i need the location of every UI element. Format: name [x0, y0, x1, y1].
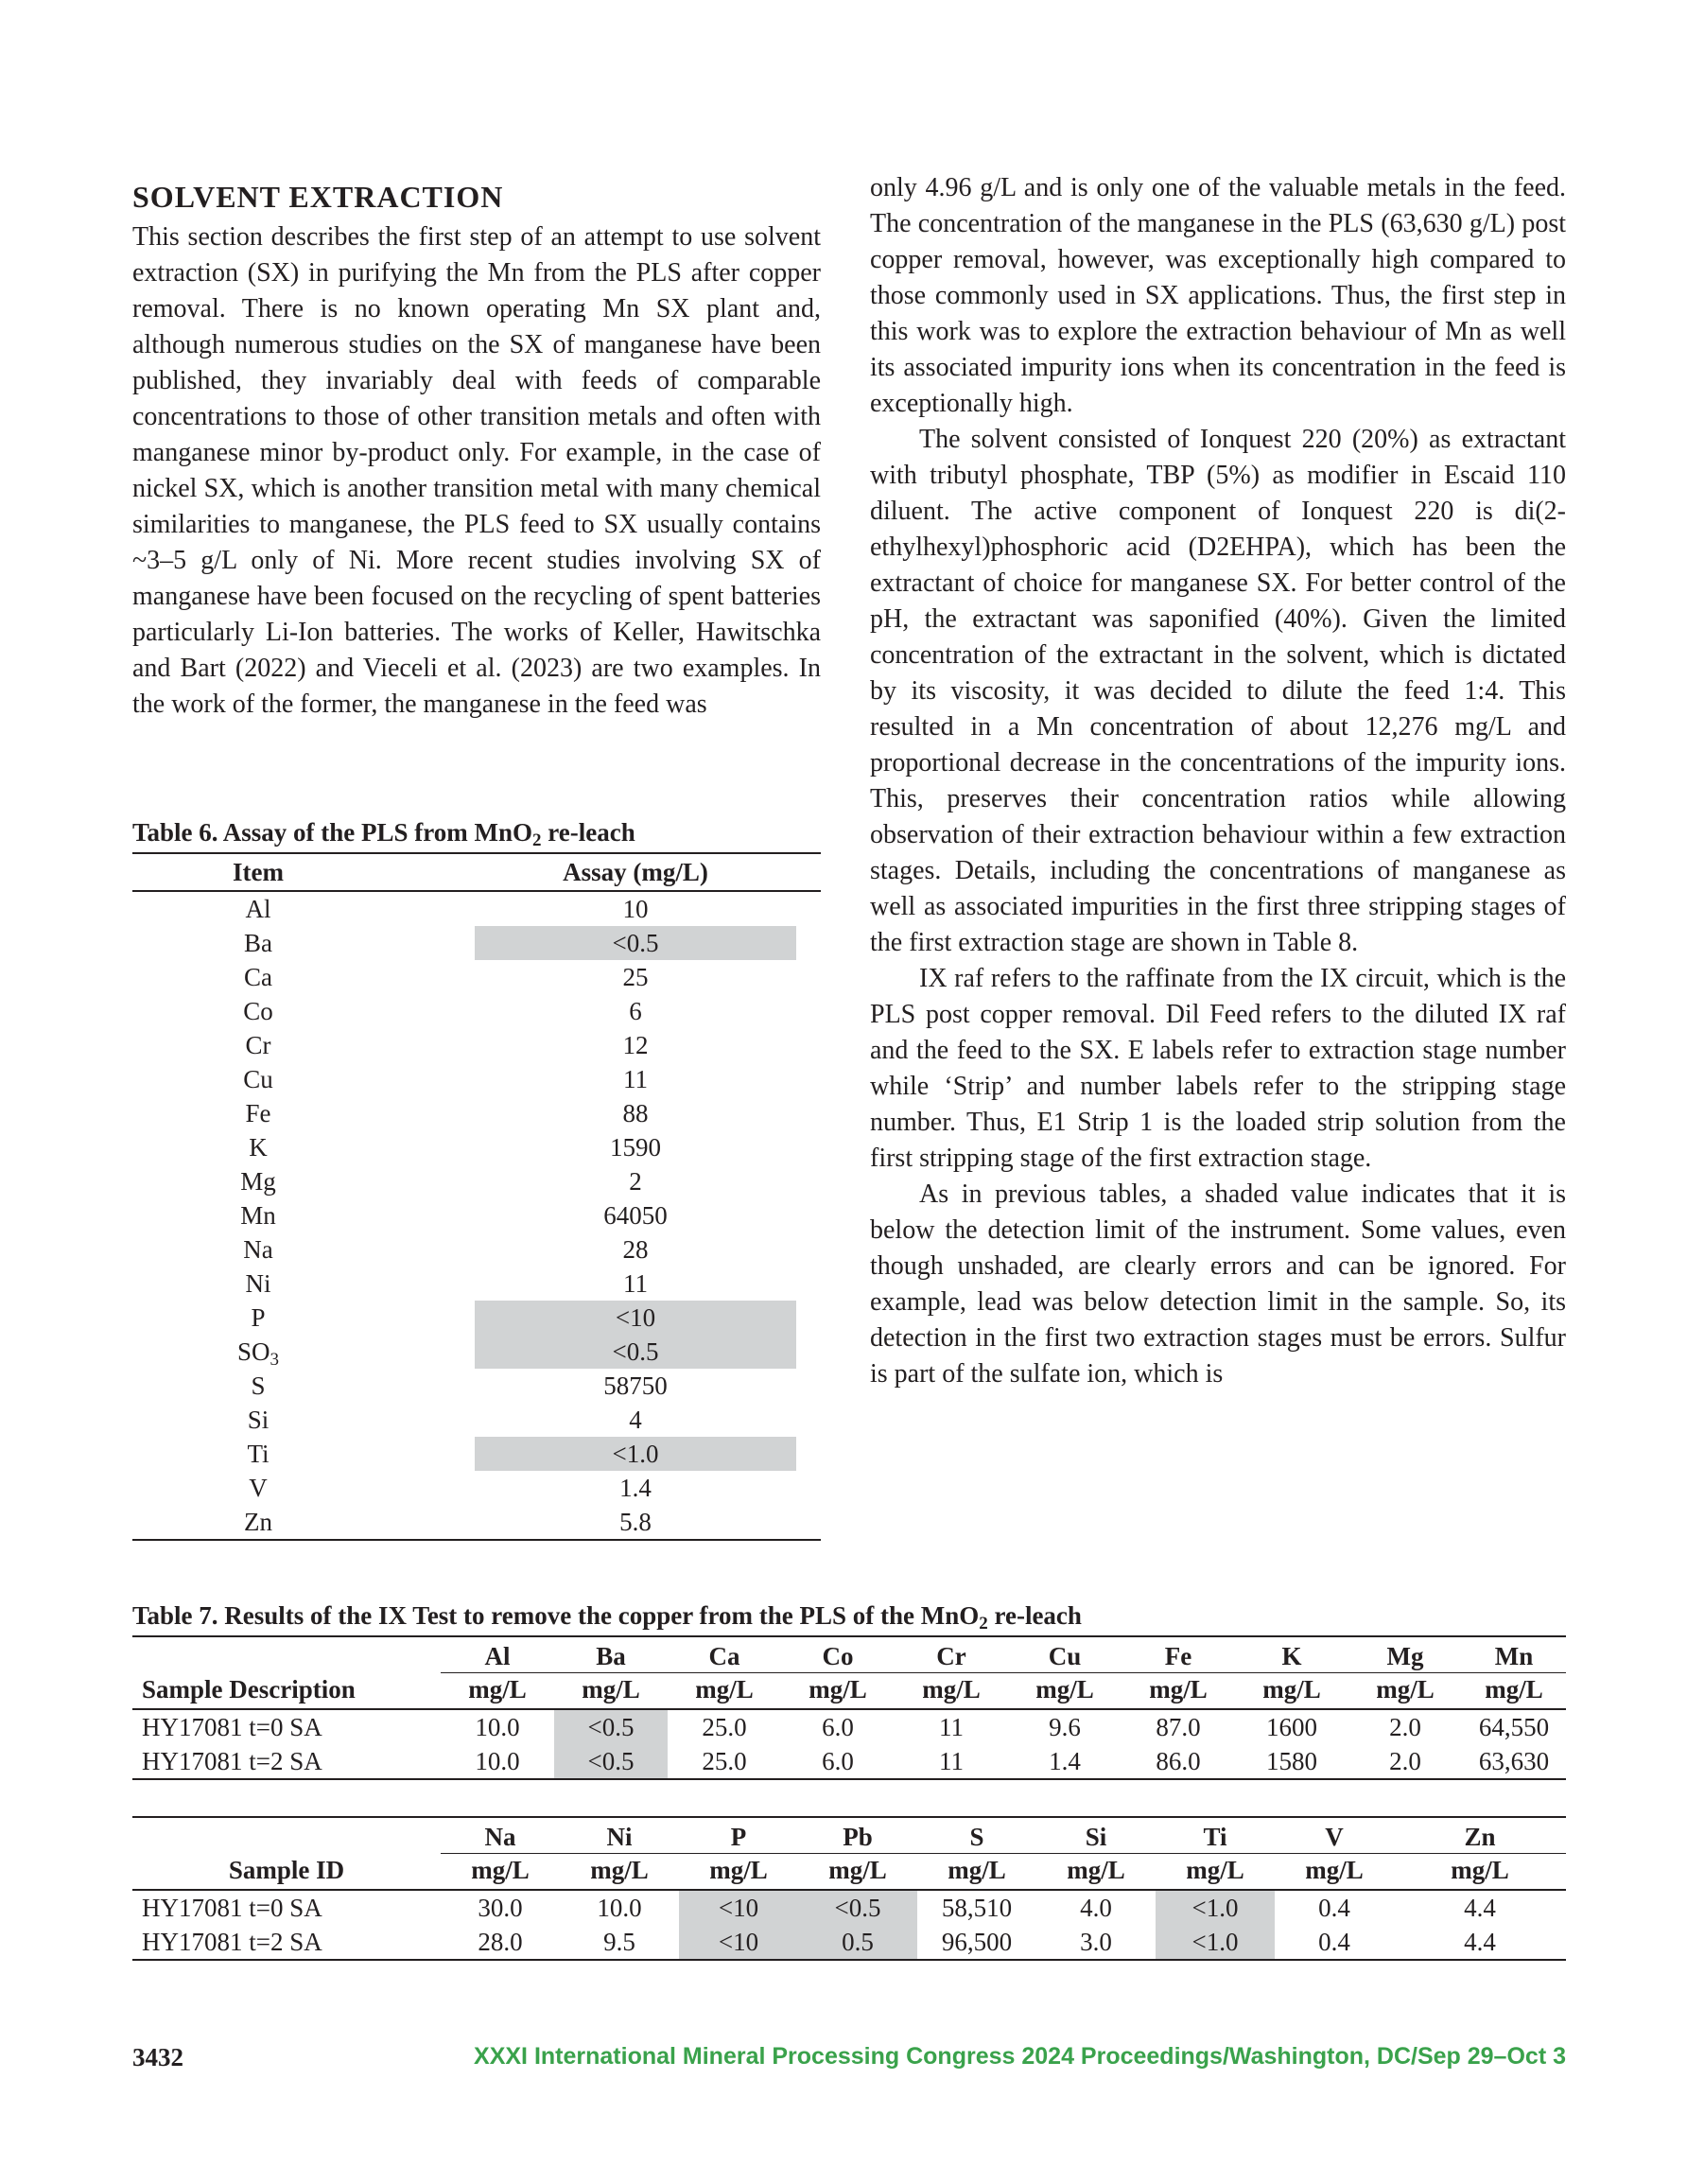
blank-header: [132, 1636, 441, 1673]
paragraph: This section describes the first step of an attempt to use solvent extraction (SX) in purifying the Mn from the PLS after copper removal. There is no known operating Mn SX plant and, although numerous studies on the SX of manganese have been published, they invariably deal with feeds of comparable concentrations to those of other transition metals and often with manganese minor by-product only. For example, in the case of nickel SX, which is another transition metal with many chemical similarities to manganese, the PLS feed to SX usually contains ~3–5 g/L only of Ni. More recent studies involving SX of manganese have been focused on the recycling of spent batteries particularly Li-Ion batteries. The works of Keller, Hawitschka and Bart (2022) and Vieceli et al. (2023) are two examples. In the work of the former, the manganese in the feed was: [132, 222, 821, 719]
assay-cell: 4: [629, 1406, 642, 1434]
table-7-part-1: [132, 1635, 1566, 1780]
row-label-header: Sample Description: [132, 1673, 441, 1710]
table-6-grid: [132, 852, 821, 1541]
unit-header: mg/L: [668, 1673, 781, 1710]
table-6-caption: Table 6. Assay of the PLS from MnO$_2$ re-leach: [132, 818, 635, 850]
value-cell: 9.6: [1049, 1713, 1081, 1741]
element-header: Si: [1036, 1817, 1156, 1854]
unit-header: mg/L: [1008, 1673, 1122, 1710]
element-header: Al: [441, 1636, 554, 1673]
item-cell: Mg: [240, 1167, 276, 1196]
value-cell: 30.0: [478, 1894, 523, 1922]
row-label-header: Sample ID: [132, 1854, 441, 1891]
unit-header: mg/L: [781, 1673, 895, 1710]
page-footer: [132, 2043, 1566, 2081]
unit-header: mg/L: [554, 1673, 668, 1710]
assay-cell: <0.5: [475, 926, 796, 960]
element-header: V: [1275, 1817, 1394, 1854]
assay-cell: <0.5: [475, 1335, 796, 1369]
value-cell: <0.5: [798, 1890, 917, 1925]
table-row: [132, 1505, 821, 1540]
unit-header: mg/L: [441, 1854, 560, 1891]
value-cell: 96,500: [917, 1925, 1036, 1960]
table-row: [132, 1335, 821, 1369]
unit-header: mg/L: [1394, 1854, 1566, 1891]
assay-cell: 11: [623, 1269, 648, 1298]
item-cell: Fe: [245, 1099, 271, 1127]
table-row: [132, 1232, 821, 1267]
item-cell: Ni: [245, 1269, 271, 1298]
value-cell: <0.5: [554, 1709, 668, 1744]
right-column: [870, 170, 1566, 1392]
element-header: Ca: [668, 1636, 781, 1673]
value-cell: 1.4: [1008, 1744, 1122, 1779]
table-row: [132, 1130, 821, 1164]
table-row: [132, 1369, 821, 1403]
value-cell: 25.0: [702, 1713, 747, 1741]
assay-cell: 1.4: [619, 1474, 652, 1502]
element-header: Ti: [1156, 1817, 1275, 1854]
table-7-part-2: [132, 1816, 1566, 1961]
paragraph: As in previous tables, a shaded value indicates that it is below the detection limit of the instrument. Some values, even though unshaded, are clearly errors and can be ignored. For example, lead was below detection limit in the sample. So, its detection in the first two extraction stages must be errors. Sulfur is part of the sulfate ion, which is: [870, 1179, 1566, 1389]
table-row: [132, 1062, 821, 1096]
paragraph: The solvent consisted of Ionquest 220 (20%) as extractant with tributyl phosphate, TBP (5%) as modifier in Escaid 110 diluent. The active component of Ionquest 220 is di(2-ethylhexyl)phosphoric acid (D2EHPA), which has been the extractant of choice for manganese SX. For better control of the pH, the extractant was saponified (40%). Given the limited concentration of the extractant in the solvent, which is dictated by its viscosity, it was decided to dilute the feed 1:4. This resulted in a Mn concentration of about 12,276 mg/L and proportional decrease in the concentrations of the impurity ions. This, preserves their concentration ratios while allowing observation of their extraction behaviour within a few extraction stages. Details, including the concentrations of manganese as well as associated impurities in the first three stripping stages of the first extraction stage are shown in Table 8.: [870, 425, 1566, 957]
value-cell: 86.0: [1122, 1744, 1235, 1779]
value-cell: 0.4: [1275, 1925, 1394, 1960]
assay-cell: 5.8: [475, 1505, 796, 1540]
table-row: [132, 891, 821, 926]
element-header: Cu: [1008, 1636, 1122, 1673]
element-header: Pb: [798, 1817, 917, 1854]
table-row: [132, 1164, 821, 1198]
table-row: [132, 1709, 1566, 1744]
unit-header: mg/L: [1036, 1854, 1156, 1891]
assay-cell: 12: [622, 1031, 649, 1059]
element-header: P: [679, 1817, 798, 1854]
item-cell: K: [249, 1133, 268, 1162]
value-cell: 63,630: [1462, 1744, 1566, 1779]
item-cell: Al: [245, 895, 271, 923]
value-cell: 64,550: [1478, 1713, 1550, 1741]
item-cell: $SO_3$: [236, 1337, 279, 1370]
unit-header: mg/L: [1275, 1854, 1394, 1891]
value-cell: 0.5: [798, 1925, 917, 1960]
sample-label: HY17081 t=0 SA: [142, 1894, 322, 1922]
value-cell: 11: [939, 1713, 964, 1741]
blank-header: [132, 1817, 441, 1854]
left-column: [132, 170, 821, 723]
item-cell: S: [251, 1372, 266, 1400]
value-cell: <0.5: [554, 1744, 668, 1779]
assay-cell: 11: [623, 1065, 648, 1093]
unit-header: mg/L: [1156, 1854, 1275, 1891]
element-header: K: [1235, 1636, 1348, 1673]
sample-label: HY17081 t=2 SA: [132, 1925, 441, 1960]
table-7-caption: Table 7. Results of the IX Test to remove the copper from the PLS of the MnO$_2$ re-leach: [132, 1601, 1082, 1634]
value-cell: 1600: [1266, 1713, 1317, 1741]
assay-cell: 28: [622, 1235, 649, 1264]
value-cell: 6.0: [822, 1713, 854, 1741]
assay-cell: 25: [622, 963, 649, 991]
unit-header: mg/L: [1462, 1673, 1566, 1710]
table-7: [132, 1599, 1566, 1961]
element-header: Mn: [1462, 1636, 1566, 1673]
unit-header: mg/L: [798, 1854, 917, 1891]
table-row: [132, 1925, 1566, 1960]
column-header: Assay (mg/L): [475, 853, 796, 891]
element-header: Ni: [560, 1817, 679, 1854]
value-cell: 4.4: [1394, 1925, 1566, 1960]
value-cell: 10.0: [475, 1713, 520, 1741]
sample-label: HY17081 t=0 SA: [142, 1713, 322, 1741]
value-cell: 2.0: [1348, 1744, 1462, 1779]
value-cell: <1.0: [1156, 1890, 1275, 1925]
table-row: [132, 1471, 821, 1505]
unit-header: mg/L: [1348, 1673, 1462, 1710]
assay-cell: 64050: [603, 1201, 668, 1230]
table-row: [132, 1301, 821, 1335]
table-row: [132, 1890, 1566, 1925]
value-cell: 3.0: [1036, 1925, 1156, 1960]
table-row: [132, 1437, 821, 1471]
assay-cell: 88: [622, 1099, 649, 1127]
assay-cell: <1.0: [475, 1437, 796, 1471]
table-row: [132, 1028, 821, 1062]
item-cell: V: [249, 1474, 268, 1502]
table-row: [132, 1744, 1566, 1779]
column-header: Item: [132, 853, 384, 891]
value-cell: 6.0: [781, 1744, 895, 1779]
value-cell: 25.0: [668, 1744, 781, 1779]
assay-cell: 58750: [603, 1372, 668, 1400]
value-cell: 11: [895, 1744, 1008, 1779]
element-header: Ba: [554, 1636, 668, 1673]
value-cell: <1.0: [1156, 1925, 1275, 1960]
item-cell: Na: [243, 1235, 273, 1264]
unit-header: mg/L: [441, 1673, 554, 1710]
element-header: Cr: [895, 1636, 1008, 1673]
table-row: [132, 994, 821, 1028]
element-header: Fe: [1122, 1636, 1235, 1673]
value-cell: 9.5: [560, 1925, 679, 1960]
value-cell: 4.4: [1464, 1894, 1496, 1922]
assay-cell: 6: [629, 997, 642, 1025]
assay-cell: <10: [475, 1301, 796, 1335]
element-header: Zn: [1394, 1817, 1566, 1854]
assay-cell: 10: [622, 895, 649, 923]
page-number: 3432: [132, 2043, 183, 2071]
unit-header: mg/L: [560, 1854, 679, 1891]
item-cell: Cu: [243, 1065, 273, 1093]
value-cell: 28.0: [441, 1925, 560, 1960]
paragraph: only 4.96 g/L and is only one of the valuable metals in the feed. The concentration of the manganese in the PLS (63,630 g/L) post copper removal, however, was exceptionally high compared to those commonly used in SX applications. Thus, the first step in this work was to explore the extraction behaviour of Mn as well its associated impurity ions when its concentration in the feed is exceptionally high.: [870, 173, 1566, 418]
value-cell: 87.0: [1156, 1713, 1201, 1741]
table-row: [132, 1403, 821, 1437]
value-cell: 0.4: [1318, 1894, 1350, 1922]
item-cell: Cr: [245, 1031, 271, 1059]
assay-cell: 2: [629, 1167, 642, 1196]
table-row: [132, 926, 821, 960]
running-title: XXXI International Mineral Processing Congress 2024 Proceedings/Washington, DC/Sep 29–Oct 3: [474, 2043, 1566, 2070]
value-cell: 4.0: [1080, 1894, 1112, 1922]
table-6: [132, 816, 821, 1541]
table-row: [132, 960, 821, 994]
element-header: Mg: [1348, 1636, 1462, 1673]
item-cell: Ba: [244, 929, 272, 957]
element-header: Na: [441, 1817, 560, 1854]
unit-header: mg/L: [679, 1854, 798, 1891]
sample-label: HY17081 t=2 SA: [132, 1744, 441, 1779]
value-cell: 10.0: [441, 1744, 554, 1779]
item-cell: Zn: [132, 1505, 384, 1540]
table-row: [132, 1198, 821, 1232]
assay-cell: 1590: [610, 1133, 661, 1162]
unit-header: mg/L: [895, 1673, 1008, 1710]
value-cell: <10: [679, 1890, 798, 1925]
table-row: [132, 1096, 821, 1130]
item-cell: P: [251, 1303, 266, 1332]
item-cell: Ca: [244, 963, 272, 991]
table-row: [132, 1267, 821, 1301]
paragraph: IX raf refers to the raffinate from the IX circuit, which is the PLS post copper removal. Dil Feed refers to the diluted IX raf and the feed to the SX. E labels refer to extraction stage number while ‘Strip’ and number labels refer to the stripping stage number. Thus, E1 Strip 1 is the loaded strip solution from the first stripping stage of the first extraction stage.: [870, 964, 1566, 1173]
element-header: S: [917, 1817, 1036, 1854]
unit-header: mg/L: [917, 1854, 1036, 1891]
value-cell: 2.0: [1389, 1713, 1421, 1741]
value-cell: 58,510: [941, 1894, 1013, 1922]
section-heading: SOLVENT EXTRACTION: [132, 180, 504, 214]
element-header: Co: [781, 1636, 895, 1673]
value-cell: <10: [679, 1925, 798, 1960]
item-cell: Co: [243, 997, 273, 1025]
value-cell: 10.0: [597, 1894, 642, 1922]
item-cell: Ti: [247, 1440, 270, 1468]
item-cell: Mn: [240, 1201, 276, 1230]
unit-header: mg/L: [1122, 1673, 1235, 1710]
item-cell: Si: [247, 1406, 270, 1434]
value-cell: 1580: [1235, 1744, 1348, 1779]
unit-header: mg/L: [1235, 1673, 1348, 1710]
